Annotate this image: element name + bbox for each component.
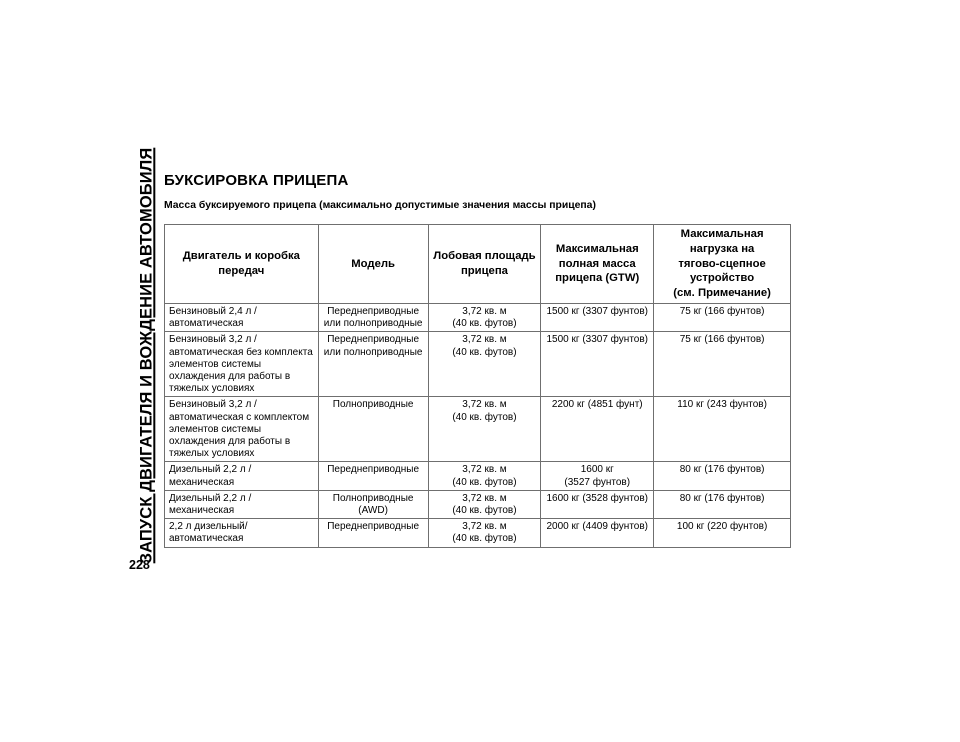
cell-line: 2000 кг (4409 фунтов) [546, 521, 648, 533]
page-number: 228 [129, 558, 150, 572]
cell-line: Бензиновый 3,2 л / [169, 399, 257, 411]
cell-line: 3,72 кв. м [462, 521, 507, 533]
cell-line: Максимальная [555, 242, 639, 255]
chapter-side-title-text: ЗАПУСК ДВИГАТЕЛЯ И ВОЖДЕНИЕ АВТОМОБИЛЯ [137, 147, 156, 563]
cell-line: (40 кв. футов) [452, 346, 517, 358]
cell-tongue-load [654, 397, 791, 462]
header-engine-transmission [165, 225, 319, 304]
cell-line: Двигатель и коробка [182, 250, 300, 263]
cell-tongue-load [654, 519, 791, 547]
cell-line: Полноприводные [332, 492, 414, 504]
cell-line: (40 кв. футов) [452, 411, 517, 423]
cell-line: полная масса [558, 257, 636, 270]
cell-line: 3,72 кв. м [462, 334, 507, 346]
cell-tongue-load [654, 303, 791, 331]
cell-line: 1500 кг (3307 фунтов) [546, 334, 648, 346]
cell-engine [165, 332, 319, 397]
cell-frontal-area [428, 462, 541, 490]
cell-line: или полноприводные [323, 318, 423, 330]
header-model [318, 225, 428, 304]
cell-frontal-area [428, 490, 541, 518]
table-subtitle: Масса буксируемого прицепа (максимально допустимые значения массы прицепа) [164, 200, 596, 211]
cell-line: тяжелых условиях [169, 383, 255, 395]
table-row [165, 519, 791, 547]
cell-line: 3,72 кв. м [462, 464, 507, 476]
cell-frontal-area [428, 332, 541, 397]
cell-line: (40 кв. футов) [452, 318, 517, 330]
cell-line: (см. Примечание) [673, 287, 771, 300]
cell-line: элементов системы [169, 423, 262, 435]
cell-line: автоматическая без комплекта [169, 346, 313, 358]
cell-line: Переднеприводные [327, 464, 420, 476]
cell-tongue-load [654, 462, 791, 490]
cell-line: автоматическая [169, 318, 244, 330]
cell-line: Переднеприводные [327, 334, 420, 346]
cell-model [318, 519, 428, 547]
cell-line: Бензиновый 3,2 л / [169, 334, 257, 346]
cell-line: Максимальная [680, 228, 764, 240]
header-max-gtw [541, 225, 654, 304]
cell-engine [165, 462, 319, 490]
cell-model [318, 397, 428, 462]
cell-line: тяжелых условиях [169, 448, 255, 460]
table-row [165, 332, 791, 397]
cell-line: охлаждения для работы в [169, 436, 291, 448]
table-header-row [165, 225, 791, 304]
cell-gtw [541, 519, 654, 547]
cell-line: нагрузка на [689, 242, 755, 255]
cell-line: 80 кг (176 фунтов) [679, 464, 765, 476]
cell-line: 3,72 кв. м [462, 399, 507, 411]
cell-line: устройство [690, 272, 755, 285]
cell-line: 110 кг (243 фунтов) [677, 399, 767, 411]
cell-frontal-area [428, 519, 541, 547]
table-row [165, 462, 791, 490]
cell-line: 1600 кг (3528 фунтов) [546, 492, 648, 504]
cell-line: Лобовая площадь [433, 250, 536, 263]
cell-engine [165, 519, 319, 547]
cell-line: механическая [169, 476, 235, 488]
cell-line: Переднеприводные [327, 521, 420, 533]
section-title: БУКСИРОВКА ПРИЦЕПА [164, 172, 349, 189]
cell-engine [165, 490, 319, 518]
cell-line: передач [218, 264, 265, 277]
cell-model [318, 462, 428, 490]
cell-model [318, 332, 428, 397]
cell-line: прицепа [460, 264, 508, 277]
cell-gtw [541, 462, 654, 490]
header-frontal-area [428, 225, 541, 304]
cell-model [318, 303, 428, 331]
header-max-tongue-load [654, 225, 791, 304]
cell-line: Дизельный 2,2 л / [169, 464, 252, 476]
cell-gtw [541, 303, 654, 331]
cell-line: Дизельный 2,2 л / [169, 492, 252, 504]
cell-line: или полноприводные [323, 346, 423, 358]
cell-line: (40 кв. футов) [452, 505, 517, 517]
cell-engine [165, 397, 319, 462]
cell-model [318, 490, 428, 518]
cell-line: 2200 кг (4851 фунт) [551, 399, 643, 411]
cell-line: Полноприводные [332, 399, 414, 411]
cell-tongue-load [654, 332, 791, 397]
chapter-side-title [137, 147, 157, 563]
cell-line: тягово-сцепное [678, 257, 766, 270]
cell-line: Переднеприводные [327, 305, 420, 317]
cell-line: 1500 кг (3307 фунтов) [546, 305, 648, 317]
cell-line: Бензиновый 2,4 л / [169, 305, 257, 317]
towing-weights-table [164, 224, 791, 548]
cell-line: (40 кв. футов) [452, 476, 517, 488]
cell-line: элементов системы [169, 358, 262, 370]
table-row [165, 397, 791, 462]
cell-engine [165, 303, 319, 331]
table-row [165, 490, 791, 518]
cell-line: (AWD) [358, 505, 388, 517]
cell-gtw [541, 397, 654, 462]
cell-line: 75 кг (166 фунтов) [679, 305, 765, 317]
cell-line: (40 кв. футов) [452, 533, 517, 545]
cell-line: охлаждения для работы в [169, 371, 291, 382]
cell-line: (3527 фунтов) [564, 476, 631, 488]
cell-line: 100 кг (220 фунтов) [676, 521, 768, 533]
cell-frontal-area [428, 397, 541, 462]
cell-gtw [541, 332, 654, 397]
cell-line: прицепа (GTW) [555, 272, 640, 285]
cell-line: автоматическая с комплектом [169, 411, 310, 423]
cell-line: 3,72 кв. м [462, 492, 507, 504]
cell-frontal-area [428, 303, 541, 331]
cell-line: механическая [169, 505, 235, 517]
cell-line: автоматическая [169, 533, 244, 545]
cell-line: 75 кг (166 фунтов) [679, 334, 765, 346]
table-row [165, 303, 791, 331]
cell-line: 1600 кг [580, 464, 614, 476]
cell-tongue-load [654, 490, 791, 518]
cell-line: 2,2 л дизельный/ [169, 521, 248, 533]
cell-line: 80 кг (176 фунтов) [679, 492, 765, 504]
cell-line: Модель [351, 257, 395, 270]
cell-line: 3,72 кв. м [462, 305, 507, 317]
cell-gtw [541, 490, 654, 518]
